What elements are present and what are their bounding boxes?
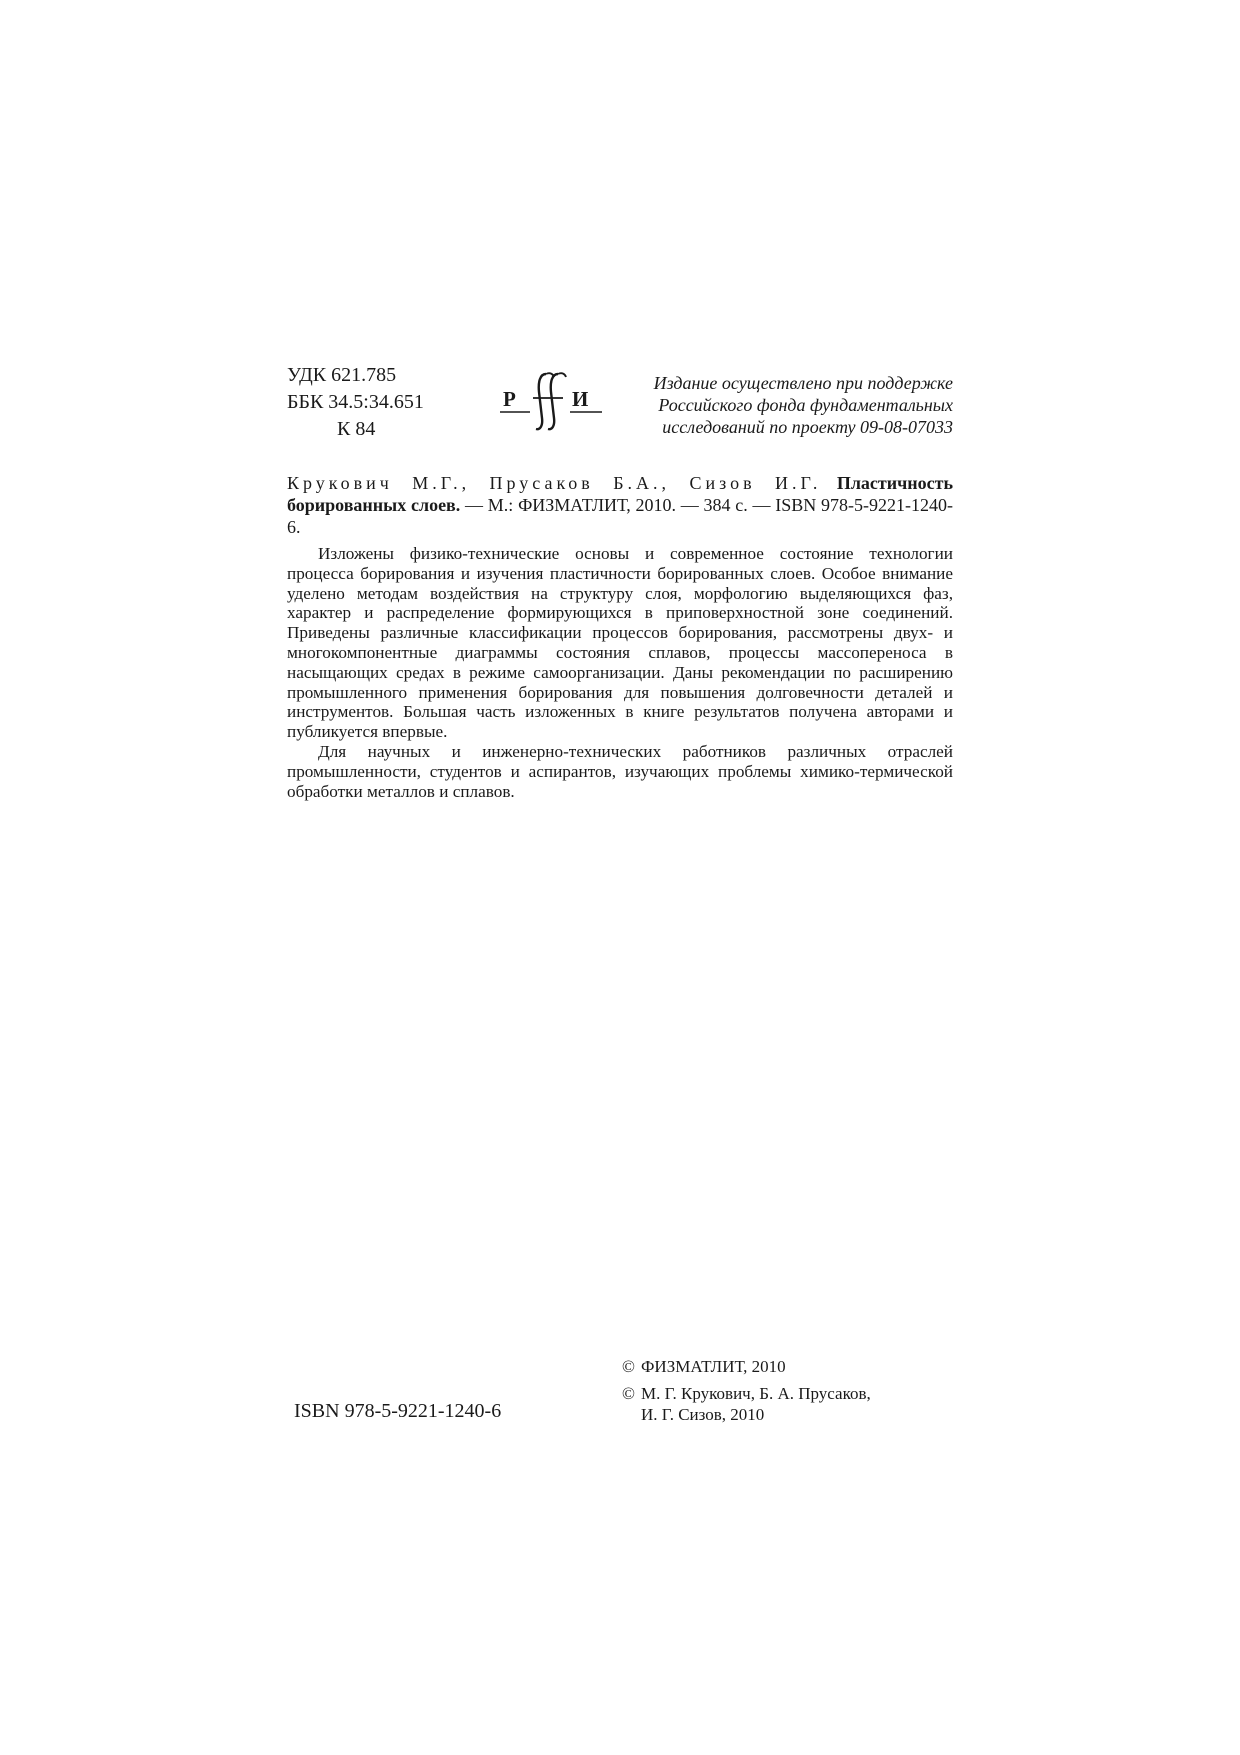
rffi-logo-letter-r: Р	[503, 387, 516, 411]
copyright-authors	[622, 1383, 871, 1425]
copyright-publisher	[622, 1356, 871, 1377]
rffi-logo-icon	[500, 368, 604, 432]
citation-title: Пластичность борированных слоев.	[287, 473, 954, 515]
citation-publisher: — М.: ФИЗМАТЛИТ, 2010. — 384 с. —	[465, 495, 771, 515]
copyright-publisher-text: ФИЗМАТЛИТ, 2010	[641, 1357, 786, 1376]
classification-block	[287, 362, 424, 443]
copyright-block	[622, 1356, 871, 1425]
abstract	[287, 544, 953, 801]
citation-authors: Крукович М.Г., Прусаков Б.А., Сизов И.Г.	[287, 473, 822, 493]
grant-note-line: Российского фонда фундаментальных	[658, 395, 953, 415]
copyright-authors-line: М. Г. Крукович, Б. А. Прусаков,	[641, 1384, 871, 1403]
grant-note-line: исследований по проекту 09-08-07033	[662, 417, 953, 437]
grant-note-line: Издание осуществлено при поддержке	[653, 373, 953, 393]
copyright-icon: ©	[622, 1357, 635, 1376]
rffi-logo-letter-i: И	[572, 387, 589, 411]
bibliographic-citation	[287, 472, 953, 538]
copyright-icon: ©	[622, 1384, 635, 1403]
author-mark: К 84	[337, 418, 376, 440]
udk-code: УДК 621.785	[287, 364, 397, 386]
bbk-code: ББК 34.5:34.651	[287, 391, 424, 413]
citation-isbn: ISBN 978-5-9221-1240-6.	[287, 495, 954, 537]
copyright-authors-line: И. Г. Сизов, 2010	[641, 1405, 765, 1424]
grant-note	[613, 372, 953, 438]
abstract-paragraph: Изложены физико-технические основы и современное состояние технологии процесса борирования и изучения пластичности борированных слоев. Особое внимание уделено методам воздействия на структуру слоя, морфологию выделяющихся фаз, характер и распределение формирующихся в приповерхностной зоне соединений. Приведены различные классификации процессов борирования, рассмотрены двух- и многокомпонентные диаграммы состояния сплавов, процессы массопереноса в насыщающих средах в режиме самоорганизации. Даны рекомендации по расширению промышленного применения борирования для повышения долговечности деталей и инструментов. Большая часть изложенных в книге результатов получена авторами и публикуется впервые.	[287, 544, 953, 742]
abstract-paragraph: Для научных и инженерно-технических работников различных отраслей промышленности, студентов и аспирантов, изучающих проблемы химико-термической обработки металлов и сплавов.	[287, 741, 953, 801]
isbn-number: ISBN 978-5-9221-1240-6	[294, 1400, 502, 1422]
